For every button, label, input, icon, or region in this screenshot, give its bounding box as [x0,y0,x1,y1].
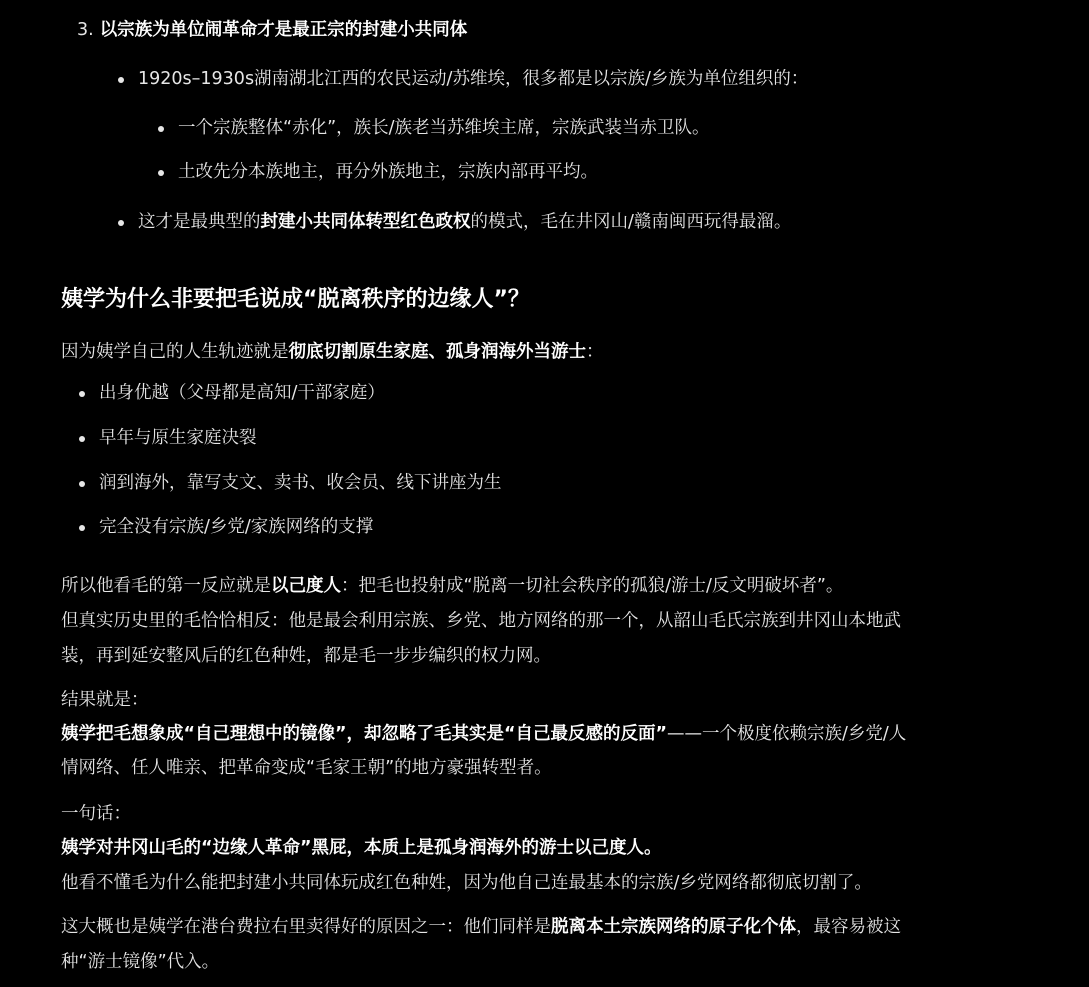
paragraph-line: 装，再到延安整风后的红色种姓，都是毛一步步编织的权力网。 [61,646,551,666]
paragraph-line: 结果就是： [61,690,149,710]
text-run: 所以他看毛的第一反应就是 [61,576,271,596]
list-item [99,376,385,410]
text-run: ： [586,342,604,362]
list-item [178,155,598,189]
list-item [178,111,710,145]
list-item-text: 土改先分本族地主，再分外族地主，宗族内部再平均。 [178,162,598,182]
text-run: ：把毛也投射成“脱离一切社会秩序的孤狼/游士/反文明破坏者”。 [341,576,844,596]
paragraph-line [61,831,662,865]
list-item [99,510,373,544]
text-run: 的模式，毛在井冈山/赣南闽西玩得最溜。 [470,212,792,232]
bold-text: 以己度人 [271,576,341,596]
bold-text: 封建小共同体转型红色政权 [260,212,471,232]
text-run: 因为姨学自己的人生轨迹就是 [61,342,289,362]
bold-text: 姨学对井冈山毛的“边缘人革命”黑屁，本质上是孤身润海外的游士以己度人。 [61,838,662,858]
paragraph-line: 种“游士镜像”代入。 [61,952,220,972]
numbered-item-3 [77,13,467,47]
list-item-text: 润到海外，靠写支文、卖书、收会员、线下讲座为生 [99,473,502,493]
list-item-text: 出身优越（父母都是高知/干部家庭） [99,383,385,403]
paragraph-line: 他看不懂毛为什么能把封建小共同体玩成红色种姓，因为他自己连最基本的宗族/乡党网络都彻底切割了。 [61,873,872,893]
list-item-text: 一个宗族整体“赤化”，族长/族老当苏维埃主席，宗族武装当赤卫队。 [178,118,710,138]
paragraph-line: 情网络、任人唯亲、把革命变成“毛家王朝”的地方豪强转型者。 [61,758,552,778]
list-item [138,62,808,96]
paragraph-line [61,910,901,944]
text-run: ——一个极度依赖宗族/乡党/人 [667,724,907,744]
list-number: 3. [77,20,94,40]
paragraph-line: 一句话： [61,804,131,824]
paragraph-line [61,717,906,751]
list-item-text: 早年与原生家庭决裂 [99,428,257,448]
bold-text: 姨学把毛想象成“自己理想中的镜像”，却忽略了毛其实是“自己最反感的反面” [61,724,668,744]
list-item [99,466,502,500]
text-run: 这大概也是姨学在港台费拉右里卖得好的原因之一：他们同样是 [61,917,551,937]
intro-paragraph [61,335,604,369]
text-run: 这才是最典型的 [138,212,261,232]
paragraph-line [61,569,843,603]
list-item-text: 完全没有宗族/乡党/家族网络的支撑 [99,517,374,537]
list-item-text: 1920s–1930s湖南湖北江西的农民运动/苏维埃，很多都是以宗族/乡族为单位组织的： [138,69,809,89]
section-heading: 姨学为什么非要把毛说成“脱离秩序的边缘人”？ [61,287,530,312]
text-run: ，最容易被这 [796,917,901,937]
bold-text: 彻底切割原生家庭、孤身润海外当游士 [288,342,586,362]
list-item [99,421,257,455]
numbered-item-title: 以宗族为单位闹革命才是最正宗的封建小共同体 [99,20,468,40]
paragraph-line: 但真实历史里的毛恰恰相反：他是最会利用宗族、乡党、地方网络的那一个，从韶山毛氏宗族到井冈山本地武 [61,611,901,631]
bold-text: 脱离本土宗族网络的原子化个体 [551,917,796,937]
list-item [138,205,791,239]
